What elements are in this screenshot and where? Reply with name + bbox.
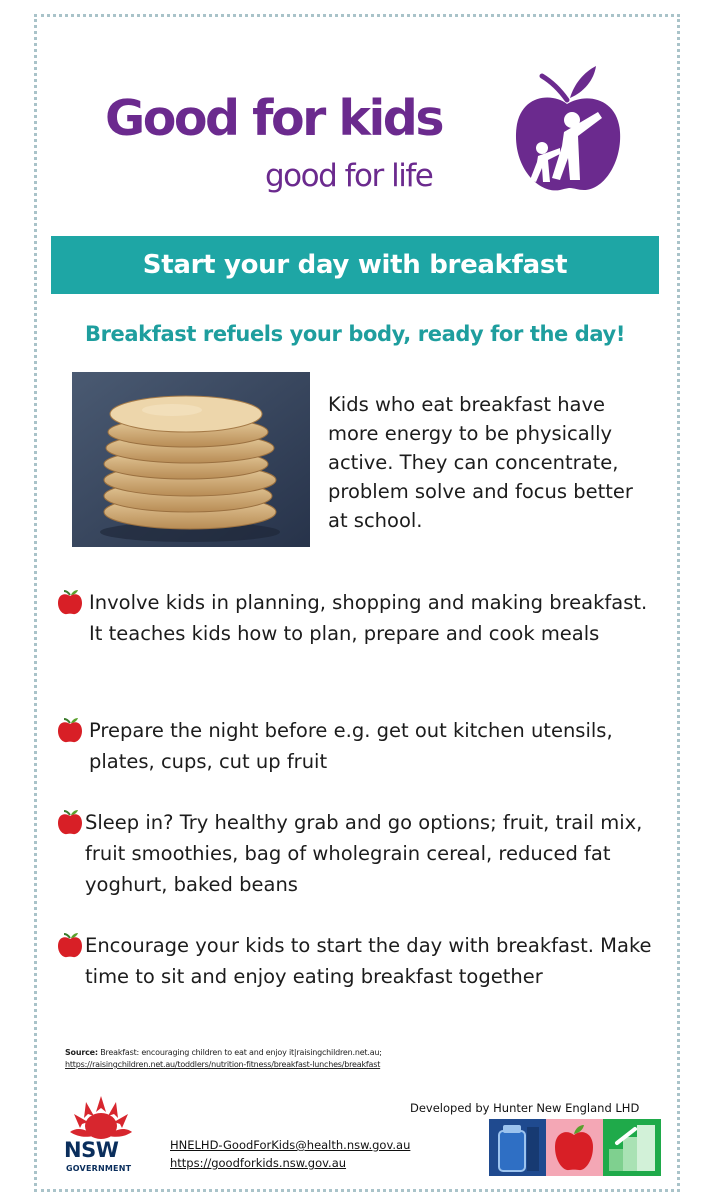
tip-text: Involve kids in planning, shopping and making breakfast. It teaches kids how to plan, prepare and cook meals xyxy=(89,591,648,645)
list-item xyxy=(57,807,677,900)
source-text: Breakfast: encouraging children to eat and enjoy it|raisingchildren.net.au; xyxy=(100,1048,382,1057)
website-link[interactable]: https://goodforkids.nsw.gov.au xyxy=(170,1156,347,1170)
list-item xyxy=(57,715,667,777)
developed-by: Developed by Hunter New England LHD xyxy=(410,1101,640,1115)
program-icons xyxy=(489,1119,661,1176)
intro-text: Kids who eat breakfast have more energy to be physically active. They can concentrate, problem solve and focus better at school. xyxy=(328,393,633,532)
source-link[interactable]: https://raisingchildren.net.au/toddlers/nutrition-fitness/breakfast-lunches/breakfast xyxy=(65,1060,381,1069)
tip-text: Encourage your kids to start the day with breakfast. Make time to sit and enjoy eating breakfast together xyxy=(85,934,652,988)
source-citation xyxy=(65,1047,485,1071)
contact-links xyxy=(170,1136,410,1172)
pancake-stack-photo xyxy=(72,372,310,547)
tip-text: Sleep in? Try healthy grab and go options; fruit, trail mix, fruit smoothies, bag of wholegrain cereal, reduced fat yoghurt, baked beans xyxy=(85,811,643,896)
apple-icon xyxy=(57,932,83,958)
list-item xyxy=(57,930,667,992)
title-banner xyxy=(51,236,659,294)
apple-family-icon xyxy=(512,62,622,197)
list-item xyxy=(57,587,657,649)
tip-text: Prepare the night before e.g. get out kitchen utensils, plates, cups, cut up fruit xyxy=(89,719,613,773)
logo-title: Good for kids xyxy=(105,90,443,147)
brand-logo xyxy=(105,72,505,202)
nsw-wordmark: NSW xyxy=(64,1138,119,1162)
nsw-government-label: GOVERNMENT xyxy=(66,1164,132,1173)
email-link[interactable]: HNELHD-GoodForKids@health.nsw.gov.au xyxy=(170,1138,411,1152)
source-label: Source: xyxy=(65,1048,98,1057)
banner-title: Start your day with breakfast xyxy=(142,250,568,280)
logo-tagline: good for life xyxy=(265,158,433,194)
apple-icon xyxy=(57,809,83,835)
apple-icon xyxy=(57,589,83,615)
apple-icon xyxy=(57,717,83,743)
subtitle: Breakfast refuels your body, ready for the day! xyxy=(84,322,625,346)
